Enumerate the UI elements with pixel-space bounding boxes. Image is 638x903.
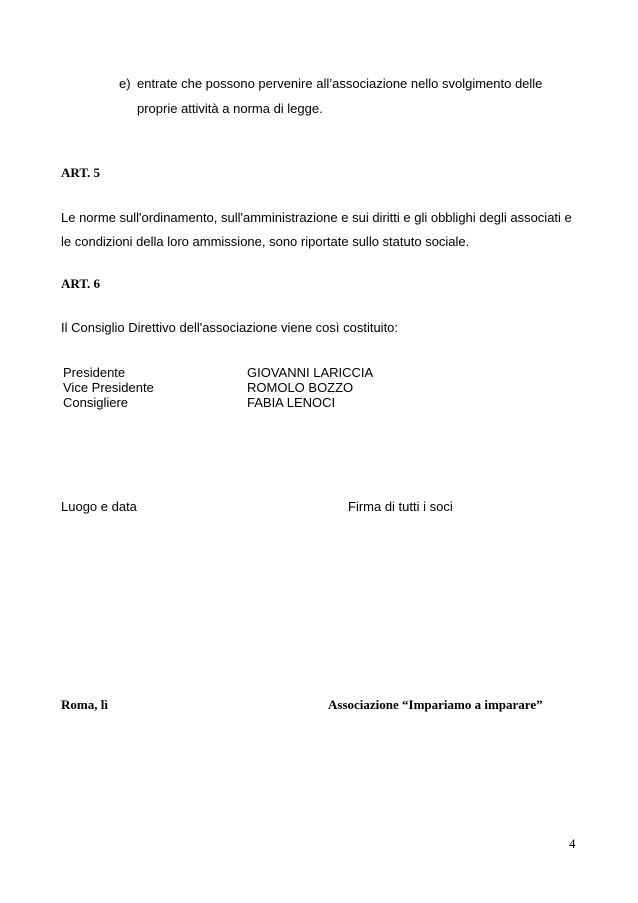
list-item-line-1: entrate che possono pervenire all’associazione nello svolgimento delle — [137, 76, 543, 91]
list-marker: e) — [119, 76, 131, 91]
art6-heading: ART. 6 — [61, 276, 101, 291]
board-name: ROMOLO BOZZO — [247, 380, 354, 395]
board-role: Consigliere — [63, 395, 129, 410]
board-role: Vice Presidente — [63, 380, 154, 395]
page-number: 4 — [569, 836, 576, 851]
board-name: FABIA LENOCI — [247, 395, 336, 410]
place-date-label: Luogo e data — [61, 499, 137, 514]
board-role: Presidente — [63, 365, 126, 380]
art5-line-1: Le norme sull'ordinamento, sull'amministrazione e sui diritti e gli obblighi degli associati e — [61, 210, 572, 225]
art5-heading: ART. 5 — [61, 165, 101, 180]
association-name: Associazione “Impariamo a imparare” — [328, 697, 543, 712]
board-name: GIOVANNI LARICCIA — [247, 365, 374, 380]
signature-label: Firma di tutti i soci — [348, 499, 453, 514]
art5-line-2: le condizioni della loro ammissione, sono riportate sullo statuto sociale. — [61, 234, 470, 249]
art6-intro: Il Consiglio Direttivo dell'associazione viene così costituito: — [61, 320, 399, 335]
list-item-line-2: proprie attività a norma di legge. — [137, 101, 323, 116]
city-date-label: Roma, lì — [61, 697, 108, 712]
